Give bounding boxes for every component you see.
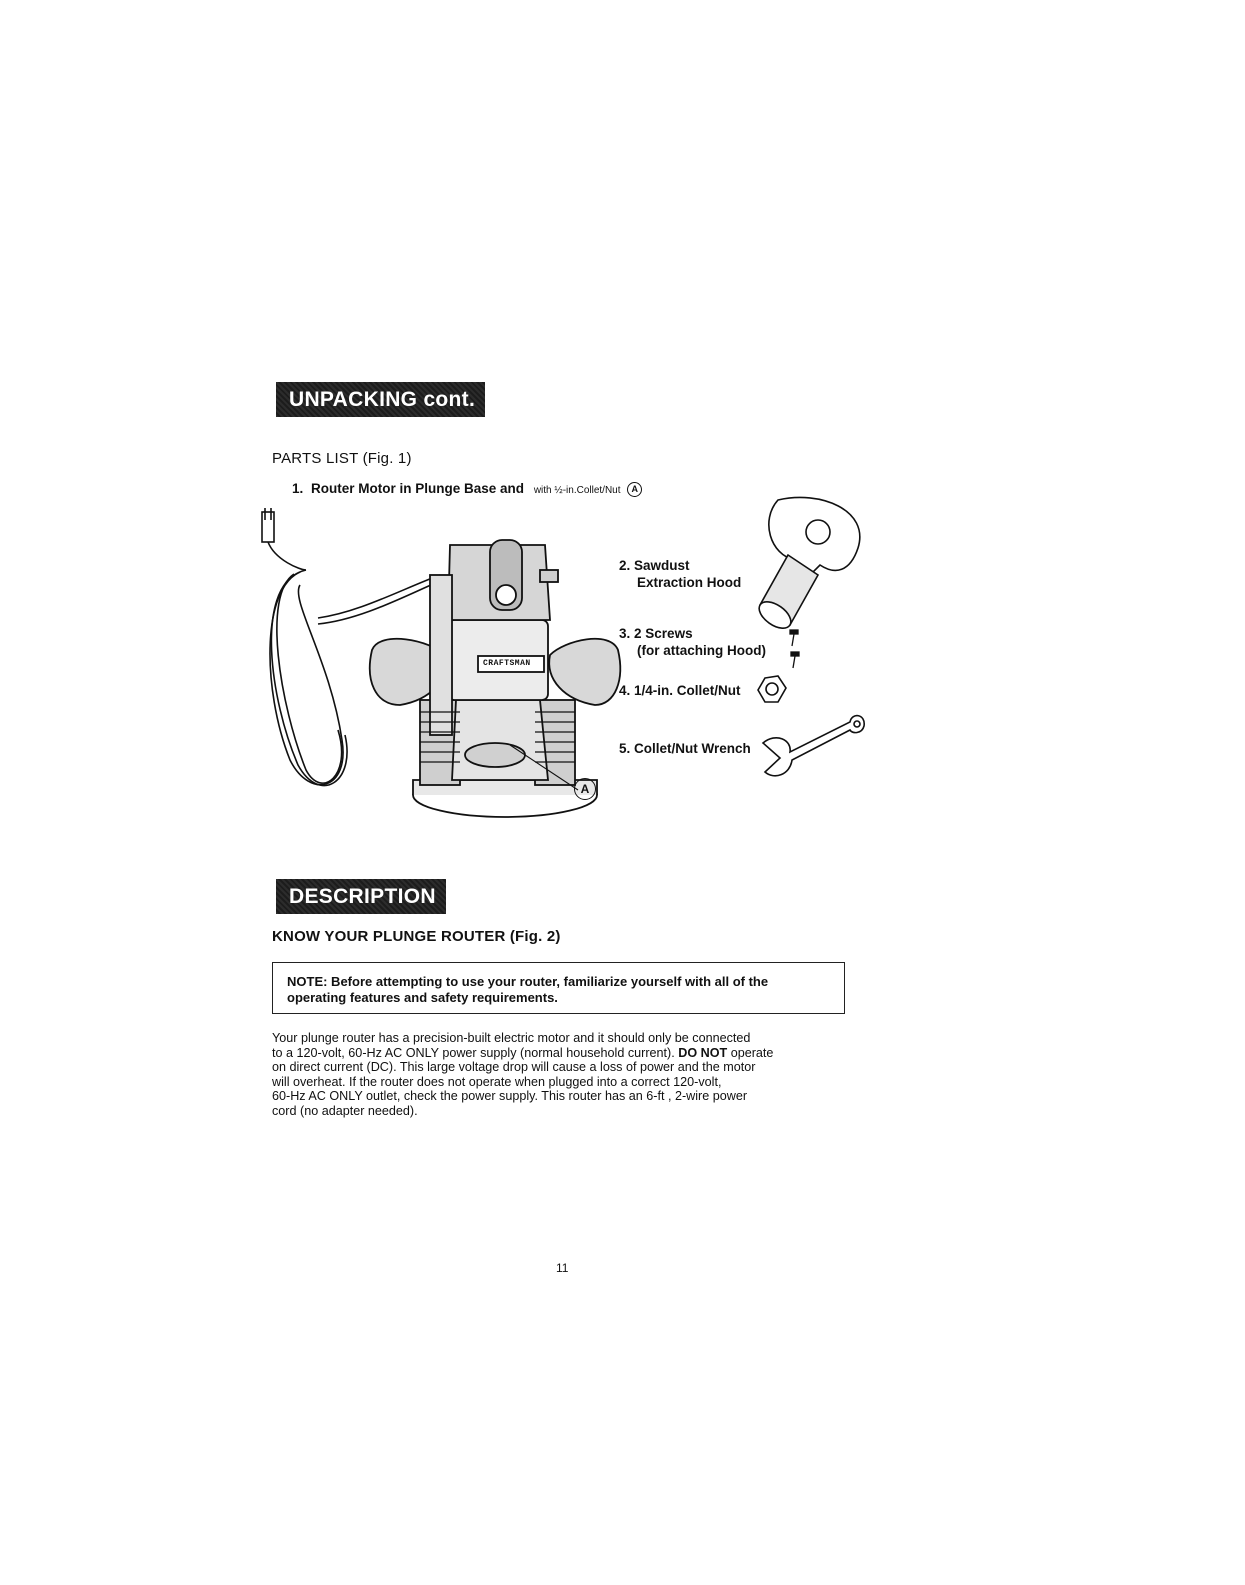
item-label: 2 Screws bbox=[634, 626, 693, 641]
description-banner: DESCRIPTION bbox=[276, 879, 446, 914]
item-label: Collet/Nut Wrench bbox=[634, 741, 751, 756]
body-line: Your plunge router has a precision-built electric motor and it should only be connected bbox=[272, 1031, 751, 1045]
item-label-line2: Extraction Hood bbox=[637, 575, 742, 590]
body-line: on direct current (DC). This large voltage drop will cause a loss of power and the motor bbox=[272, 1060, 756, 1075]
router-body-icon bbox=[370, 540, 620, 817]
item-number: 5. bbox=[619, 741, 631, 756]
item-number: 3. bbox=[619, 626, 631, 641]
item-number: 1. bbox=[292, 481, 304, 496]
craftsman-logo: CRAFTSMAN bbox=[483, 659, 531, 668]
page-number: 11 bbox=[556, 1261, 569, 1275]
know-router-heading: KNOW YOUR PLUNGE ROUTER (Fig. 2) bbox=[272, 928, 561, 945]
item-label: 1/4-in. Collet/Nut bbox=[634, 683, 741, 698]
item-sublabel: with ½-in.Collet/Nut bbox=[533, 485, 621, 496]
body-line: to a 120-volt, 60-Hz AC ONLY power supply (normal household current). DO NOT operate bbox=[272, 1045, 774, 1060]
body-line: will overheat. If the router does not operate when plugged into a correct 120-volt, bbox=[272, 1074, 722, 1089]
parts-list-heading: PARTS LIST (Fig. 1) bbox=[272, 450, 412, 467]
sawdust-hood-icon bbox=[755, 497, 860, 633]
parts-item-2 bbox=[619, 557, 741, 591]
do-not-emphasis: DO NOT bbox=[678, 1045, 728, 1060]
callout-a-marker: A bbox=[627, 482, 642, 497]
collet-nut-icon bbox=[758, 676, 786, 702]
figure-callout-a: A bbox=[574, 778, 596, 800]
unpacking-banner: UNPACKING cont. bbox=[276, 382, 485, 417]
note-line-2: operating features and safety requirements. bbox=[287, 990, 558, 1005]
parts-item-3 bbox=[619, 625, 766, 659]
item-number: 4. bbox=[619, 683, 631, 698]
description-paragraph bbox=[272, 1031, 852, 1119]
parts-item-5 bbox=[619, 740, 751, 757]
item-number: 2. bbox=[619, 558, 631, 573]
note-line-1: NOTE: Before attempting to use your router, familiarize yourself with all of the bbox=[287, 974, 769, 989]
screw-icon bbox=[790, 630, 799, 668]
item-label: Sawdust bbox=[634, 558, 690, 573]
wrench-icon bbox=[763, 716, 864, 776]
parts-item-4 bbox=[619, 682, 741, 699]
body-line: cord (no adapter needed). bbox=[272, 1103, 418, 1118]
safety-note-box bbox=[272, 962, 845, 1014]
item-label-line2: (for attaching Hood) bbox=[637, 643, 766, 658]
body-line: 60-Hz AC ONLY outlet, check the power supply. This router has an 6-ft , 2-wire power bbox=[272, 1089, 748, 1104]
item-label: Router Motor in Plunge Base and bbox=[311, 481, 525, 496]
